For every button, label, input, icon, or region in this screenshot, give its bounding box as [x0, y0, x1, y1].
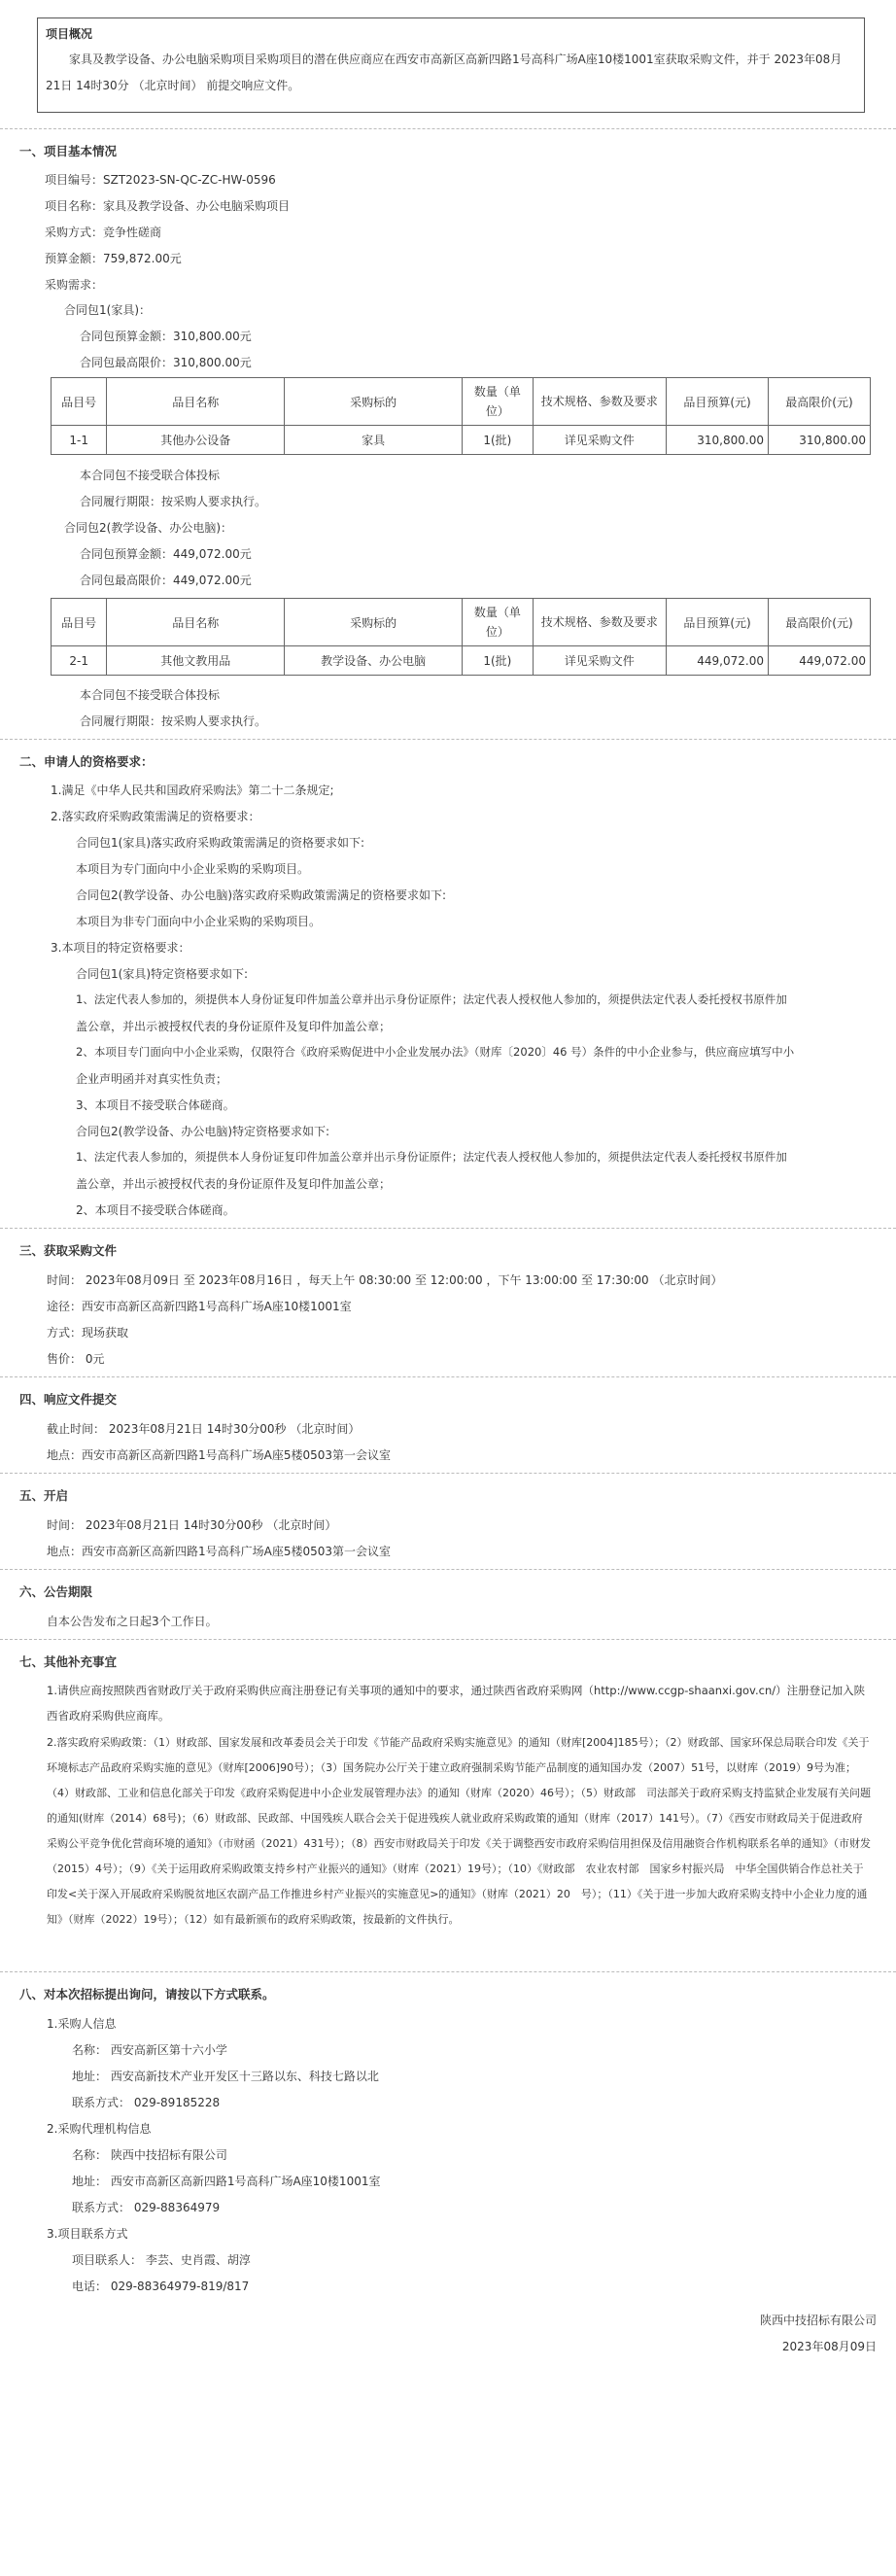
package1-consortium: 本合同包不接受联合体投标: [80, 469, 221, 482]
table-header-cell: 数量（单位）: [463, 378, 534, 426]
contact-group-title: 2.采购代理机构信息: [47, 2122, 152, 2136]
qualification-line: 盖公章，并出示被授权代表的身份证原件及复印件加盖公章；: [76, 1177, 392, 1191]
divider: [0, 1971, 896, 1973]
opening-time: 时间： 2023年08月21日 14时30分00秒 （北京时间）: [47, 1518, 337, 1532]
section-heading-7: 七、其他补充事宜: [19, 1654, 118, 1669]
table-cell: 1(批): [463, 646, 534, 676]
package2-title: 合同包2(教学设备、办公电脑)：: [64, 521, 232, 535]
footer-date: 2023年08月09日: [781, 2340, 877, 2353]
opening-place: 地点：西安市高新区高新四路1号高科广场A座5楼0503第一会议室: [47, 1545, 392, 1558]
agency-name: 名称： 陕西中技招标有限公司: [72, 2148, 227, 2162]
contact-group-title: 1.采购人信息: [47, 2017, 117, 2031]
submit-place: 地点：西安市高新区高新四路1号高科广场A座5楼0503第一会议室: [47, 1448, 392, 1462]
divider: [0, 1569, 896, 1571]
project-contact-phone: 电话： 029-88364979-819/817: [72, 2280, 250, 2293]
table-cell: 其他办公设备: [107, 426, 285, 455]
table-cell: 310,800.00: [768, 426, 870, 455]
package1-table: [51, 377, 871, 455]
supplement-paragraph-1: 1.请供应商按照陕西省财政厅关于政府采购供应商注册登记有关事项的通知中的要求，通过陕西省政府采购网（http://www.ccgp-shaanxi.gov.cn/）注册登记加入陕西省政府采购供应商库。: [47, 1684, 866, 1723]
qualification-line: 1、法定代表人参加的，须提供本人身份证复印件加盖公章并出示身份证原件；法定代表人授权他人参加的，须提供法定代表人委托授权书原件加: [76, 992, 787, 1006]
table-cell: 449,072.00: [768, 646, 870, 676]
table-cell: 449,072.00: [667, 646, 769, 676]
table-header-cell: 最高限价(元): [768, 378, 870, 426]
project-number: 项目编号：SZT2023-SN-QC-ZC-HW-0596: [45, 173, 276, 187]
qualification-line: 企业声明函并对真实性负责；: [76, 1072, 228, 1086]
table-cell: 教学设备、办公电脑: [285, 646, 463, 676]
demand-label: 采购需求：: [45, 278, 104, 292]
purchaser-phone: 联系方式： 029-89185228: [72, 2096, 221, 2109]
project-contact-person: 项目联系人： 李芸、史肖霞、胡淳: [72, 2253, 251, 2267]
section-heading-1: 一、项目基本情况: [19, 144, 118, 158]
agency-address: 地址： 西安市高新区高新四路1号高科广场A座10楼1001室: [72, 2175, 381, 2188]
divider: [0, 1639, 896, 1641]
table-cell: 2-1: [52, 646, 107, 676]
table-header-cell: 品目预算(元): [667, 599, 769, 646]
table-header-cell: 技术规格、参数及要求: [533, 378, 666, 426]
table-header-cell: 技术规格、参数及要求: [533, 599, 666, 646]
table-header-cell: 品目预算(元): [667, 378, 769, 426]
package2-budget: 合同包预算金额：449,072.00元: [80, 547, 252, 561]
announcement-period: 自本公告发布之日起3个工作日。: [47, 1615, 218, 1628]
table-row: [52, 646, 871, 676]
acquire-time: 时间： 2023年08月09日 至 2023年08月16日 ，每天上午 08:30:00 至 12:00:00 ，下午 13:00:00 至 17:30:00 （北京时间）: [47, 1273, 723, 1287]
acquire-price: 售价： 0元: [47, 1352, 105, 1366]
submit-deadline: 截止时间： 2023年08月21日 14时30分00秒 （北京时间）: [47, 1422, 361, 1436]
qualification-line: 合同包1(家具)特定资格要求如下:: [76, 967, 249, 981]
qualification-line: 2.落实政府采购政策需满足的资格要求：: [51, 810, 260, 823]
procurement-method: 采购方式：竞争性磋商: [45, 226, 162, 239]
section-heading-2: 二、申请人的资格要求：: [19, 754, 154, 769]
package1-max-price: 合同包最高限价：310,800.00元: [80, 356, 252, 369]
package1-budget: 合同包预算金额：310,800.00元: [80, 330, 252, 343]
qualification-line: 合同包2(教学设备、办公电脑)落实政府采购政策需满足的资格要求如下:: [76, 888, 447, 902]
purchaser-address: 地址： 西安高新技术产业开发区十三路以东、科技七路以北: [72, 2070, 379, 2083]
budget-amount: 预算金额：759,872.00元: [45, 252, 182, 265]
package2-period: 合同履行期限：按采购人要求执行。: [80, 714, 267, 728]
project-name: 项目名称：家具及教学设备、办公电脑采购项目: [45, 199, 291, 213]
section-heading-3: 三、获取采购文件: [19, 1243, 118, 1258]
qualification-line: 合同包1(家具)落实政府采购政策需满足的资格要求如下:: [76, 836, 365, 850]
acquire-method: 方式：现场获取: [47, 1326, 129, 1340]
qualification-line: 1、法定代表人参加的，须提供本人身份证复印件加盖公章并出示身份证原件；法定代表人授权他人参加的，须提供法定代表人委托授权书原件加: [76, 1150, 787, 1164]
section-heading-4: 四、响应文件提交: [19, 1392, 118, 1407]
section-heading-8: 八、对本次招标提出询问，请按以下方式联系。: [19, 1987, 275, 2002]
package1-title: 合同包1(家具)：: [64, 303, 151, 317]
table-cell: 310,800.00: [667, 426, 769, 455]
table-header-row: [52, 378, 871, 426]
contact-group-title: 3.项目联系方式: [47, 2227, 128, 2241]
section-heading-6: 六、公告期限: [19, 1584, 93, 1599]
acquire-place: 途径：西安市高新区高新四路1号高科广场A座10楼1001室: [47, 1300, 352, 1313]
table-header-cell: 采购标的: [285, 599, 463, 646]
qualification-line: 本项目为非专门面向中小企业采购的采购项目。: [76, 915, 322, 928]
table-cell: 详见采购文件: [533, 426, 666, 455]
divider: [0, 739, 896, 741]
qualification-line: 盖公章，并出示被授权代表的身份证原件及复印件加盖公章；: [76, 1020, 392, 1033]
package2-max-price: 合同包最高限价：449,072.00元: [80, 574, 252, 587]
divider: [0, 1473, 896, 1475]
overview-box: [37, 17, 865, 113]
table-cell: 1(批): [463, 426, 534, 455]
table-header-cell: 品目号: [52, 599, 107, 646]
table-cell: 其他文教用品: [107, 646, 285, 676]
table-header-cell: 数量（单位）: [463, 599, 534, 646]
agency-phone: 联系方式： 029-88364979: [72, 2201, 221, 2214]
qualification-line: 本项目为专门面向中小企业采购的采购项目。: [76, 862, 310, 876]
qualification-line: 1.满足《中华人民共和国政府采购法》第二十二条规定;: [51, 783, 334, 797]
table-cell: 家具: [285, 426, 463, 455]
supplement-paragraph-2: 2.落实政府采购政策：（1）财政部、国家发展和改革委员会关于印发《节能产品政府采购实施意见》的通知（财库[2004]185号）；（2）财政部、国家环保总局联合印发《关于环境标志产品政府采购实施的意见》（财库[2006]90号）；（3）国务院办公厅关于建立政府强制采购节能产品制度的通知国办发（2007）51号，以财库（2019）9号为准；（4）财政部、工业和信息化部关于印发《政府采购促进中小企业发展管理办法》的通知（财库（2020）46号）；（5）财政部 司法部关于政府采购支持监狱企业发展有关问题的通知(财库（2014）68号)；（6）财政部、民政部、中国残疾人联合会关于促进残疾人就业政府采购政策的通知（财库（2017）141号）。（7）《西安市财政局关于促进政府采购公平竞争优化营商环境的通知》（市财函（2021）431号）；（8）西安市财政局关于印发《关于调整西安市政府采购信用担保及信用融资合作机构联系名单的通知》（市财发（2015）4号）；（9）《关于运用政府采购政策支持乡村产业振兴的通知》（财库（2021）19号）；（10）《财政部 农业农村部 国家乡村振兴局 中华全国供销合作总社关于印发<关于深入开展政府采购脱贫地区农副产品工作推进乡村产业振兴的实施意见>的通知》（财库（2021）20 号）；（11）《关于进一步加大政府采购支持中小企业力度的通知》（财库（2022）19号）；（12）如有最新颁布的政府采购政策，按最新的文件执行。: [47, 1736, 871, 1926]
package2-table: [51, 598, 871, 676]
table-cell: 1-1: [52, 426, 107, 455]
table-header-cell: 品目名称: [107, 378, 285, 426]
overview-text: 家具及教学设备、办公电脑采购项目采购项目的潜在供应商应在西安市高新区高新四路1号高科广场A座10楼1001室获取采购文件，并于 2023年08月21日 14时30分 （北京时间） 前提交响应文件。: [46, 52, 843, 92]
overview-title: 项目概况: [46, 27, 93, 41]
qualification-line: 2、本项目不接受联合体磋商。: [76, 1203, 235, 1217]
section-heading-5: 五、开启: [19, 1488, 69, 1503]
footer-company: 陕西中技招标有限公司: [759, 2314, 877, 2327]
table-header-cell: 品目号: [52, 378, 107, 426]
purchaser-name: 名称： 西安高新区第十六小学: [72, 2043, 227, 2057]
qualification-line: 3.本项目的特定资格要求：: [51, 941, 190, 955]
qualification-line: 2、本项目专门面向中小企业采购，仅限符合《政府采购促进中小企业发展办法》（财库〔2020〕46 号）条件的中小企业参与，供应商应填写中小: [76, 1045, 795, 1059]
table-header-cell: 品目名称: [107, 599, 285, 646]
qualification-line: 3、本项目不接受联合体磋商。: [76, 1098, 235, 1112]
table-header-cell: 采购标的: [285, 378, 463, 426]
table-row: [52, 426, 871, 455]
divider: [0, 128, 896, 130]
divider: [0, 1228, 896, 1230]
table-header-cell: 最高限价(元): [768, 599, 870, 646]
package2-consortium: 本合同包不接受联合体投标: [80, 688, 221, 702]
table-header-row: [52, 599, 871, 646]
divider: [0, 1376, 896, 1378]
qualification-line: 合同包2(教学设备、办公电脑)特定资格要求如下:: [76, 1125, 330, 1138]
table-cell: 详见采购文件: [533, 646, 666, 676]
package1-period: 合同履行期限：按采购人要求执行。: [80, 495, 267, 508]
